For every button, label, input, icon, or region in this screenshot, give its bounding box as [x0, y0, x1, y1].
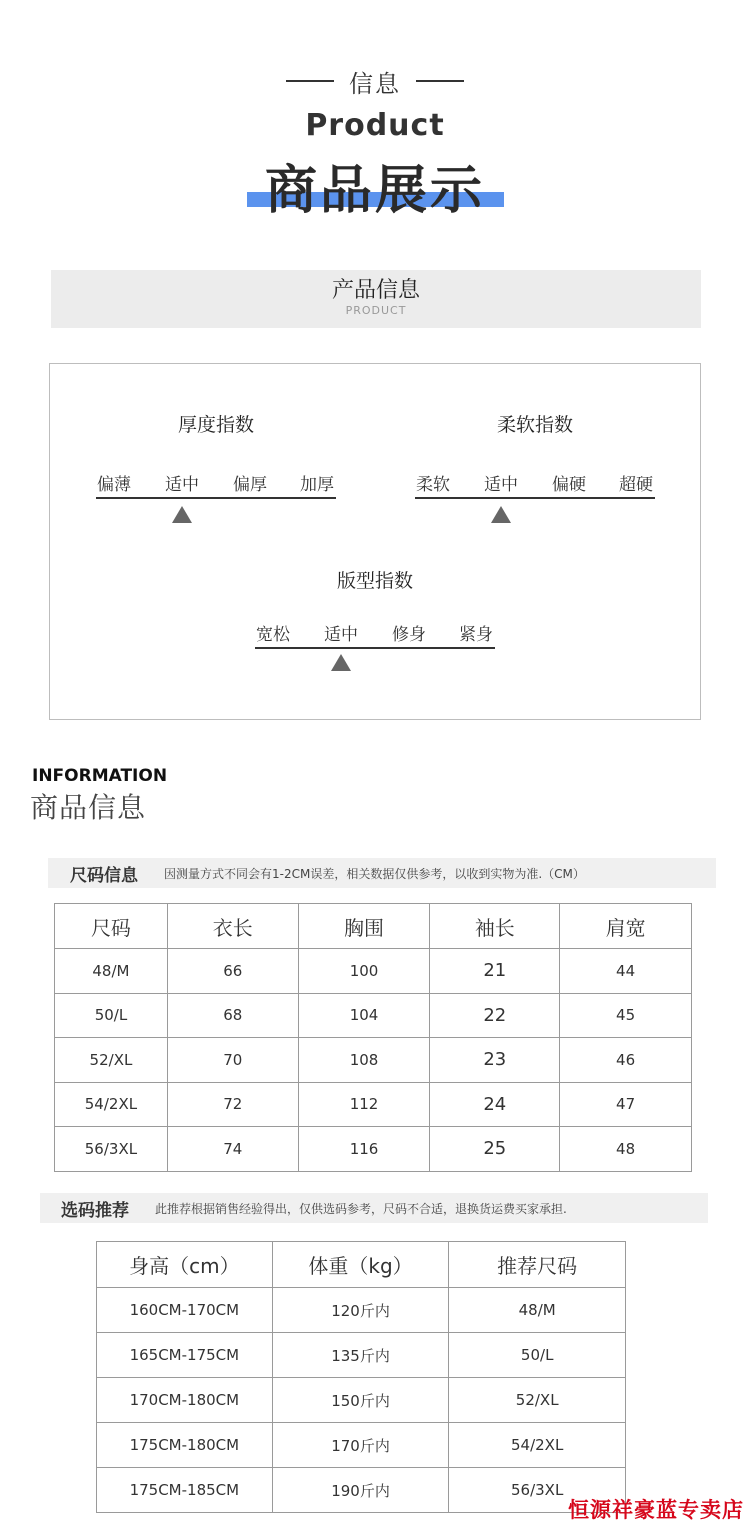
table-row	[97, 1288, 626, 1333]
size-recommend-bar	[40, 1193, 708, 1223]
thickness-index-line	[96, 497, 336, 499]
scale-label: 加厚	[300, 475, 334, 495]
table-cell: 72	[167, 1082, 298, 1127]
information-heading-en: INFORMATION	[32, 766, 168, 786]
size-info-title: 尺码信息	[70, 866, 138, 886]
thickness-index-marker	[172, 506, 192, 523]
information-heading-cn: 商品信息	[30, 791, 147, 824]
table-cell: 175CM-180CM	[97, 1423, 273, 1468]
table-cell: 120斤内	[272, 1288, 449, 1333]
table-cell: 52/XL	[55, 1038, 168, 1083]
table-cell: 68	[167, 993, 298, 1038]
scale-label: 适中	[484, 475, 518, 495]
header-product-en: Product	[305, 108, 445, 143]
table-cell: 48	[560, 1127, 692, 1172]
scale-label: 偏硬	[552, 475, 586, 495]
product-info-title: 产品信息	[331, 278, 420, 303]
thickness-index-labels	[96, 470, 336, 495]
table-row	[55, 1127, 692, 1172]
softness-index-marker	[491, 506, 511, 523]
table-cell: 46	[560, 1038, 692, 1083]
table-cell: 150斤内	[272, 1378, 449, 1423]
table-cell: 24	[430, 1082, 560, 1127]
fit-index-labels	[255, 620, 495, 645]
table-cell: 56/3XL	[55, 1127, 168, 1172]
table-cell: 100	[298, 949, 430, 994]
table-cell: 66	[167, 949, 298, 994]
table-cell: 74	[167, 1127, 298, 1172]
scale-label: 适中	[324, 625, 358, 645]
table-header-cell: 尺码	[55, 904, 168, 949]
scale-label: 偏厚	[233, 475, 267, 495]
scale-label: 紧身	[459, 625, 493, 645]
table-cell: 175CM-185CM	[97, 1468, 273, 1513]
table-row	[55, 1038, 692, 1083]
table-cell: 25	[430, 1127, 560, 1172]
table-header-cell: 袖长	[430, 904, 560, 949]
table-cell: 108	[298, 1038, 430, 1083]
store-name: 恒源祥豪蓝专卖店	[568, 1498, 744, 1522]
recommend-table	[96, 1241, 626, 1513]
table-cell: 45	[560, 993, 692, 1038]
size-info-bar	[48, 858, 716, 888]
table-cell: 112	[298, 1082, 430, 1127]
thickness-index-title: 厚度指数	[177, 414, 254, 436]
table-header-cell: 肩宽	[560, 904, 692, 949]
table-cell: 44	[560, 949, 692, 994]
table-cell: 54/2XL	[55, 1082, 168, 1127]
table-cell: 21	[430, 949, 560, 994]
table-cell: 48/M	[55, 949, 168, 994]
table-header-cell: 胸围	[298, 904, 430, 949]
table-header-cell: 推荐尺码	[449, 1242, 626, 1288]
table-cell: 104	[298, 993, 430, 1038]
size-recommend-note: 此推荐根据销售经验得出，仅供选码参考，尺码不合适，退换货运费买家承担.	[155, 1202, 567, 1216]
softness-index-title: 柔软指数	[496, 414, 573, 436]
scale-label: 超硬	[619, 475, 653, 495]
table-cell: 23	[430, 1038, 560, 1083]
table-row	[97, 1333, 626, 1378]
table-header-row	[55, 904, 692, 949]
table-cell: 48/M	[449, 1288, 626, 1333]
scale-label: 偏薄	[97, 475, 131, 495]
table-header-row	[97, 1242, 626, 1288]
table-cell: 52/XL	[449, 1378, 626, 1423]
table-cell: 170斤内	[272, 1423, 449, 1468]
product-info-band	[51, 270, 701, 328]
table-row	[55, 993, 692, 1038]
fit-index-line	[255, 647, 495, 649]
table-cell: 160CM-170CM	[97, 1288, 273, 1333]
table-cell: 135斤内	[272, 1333, 449, 1378]
table-header-cell: 身高（cm）	[97, 1242, 273, 1288]
table-row	[97, 1423, 626, 1468]
softness-index-labels	[415, 470, 655, 495]
scale-label: 适中	[165, 475, 199, 495]
index-panel	[49, 363, 701, 720]
table-cell: 165CM-175CM	[97, 1333, 273, 1378]
table-cell: 170CM-180CM	[97, 1378, 273, 1423]
table-cell: 56/3XL	[449, 1468, 626, 1513]
table-header-cell: 衣长	[167, 904, 298, 949]
table-row	[97, 1468, 626, 1513]
scale-label: 柔软	[416, 475, 450, 495]
scale-label: 宽松	[256, 625, 290, 645]
table-cell: 116	[298, 1127, 430, 1172]
softness-index-line	[415, 497, 655, 499]
fit-index-marker	[331, 654, 351, 671]
table-row	[55, 949, 692, 994]
size-info-note: 因测量方式不同会有1-2CM误差，相关数据仅供参考，以收到实物为准.（CM）	[164, 867, 585, 881]
fit-index-title: 版型指数	[336, 570, 413, 592]
size-recommend-title: 选码推荐	[61, 1201, 129, 1221]
product-info-subtitle: PRODUCT	[345, 304, 407, 317]
table-cell: 190斤内	[272, 1468, 449, 1513]
table-header-cell: 体重（kg）	[272, 1242, 449, 1288]
header-big-title: 商品展示	[264, 161, 485, 221]
header-small-title: 信息	[349, 70, 401, 98]
table-cell: 22	[430, 993, 560, 1038]
table-cell: 50/L	[55, 993, 168, 1038]
table-row	[55, 1082, 692, 1127]
table-row	[97, 1378, 626, 1423]
size-table	[54, 903, 692, 1172]
scale-label: 修身	[392, 625, 426, 645]
table-cell: 70	[167, 1038, 298, 1083]
table-cell: 50/L	[449, 1333, 626, 1378]
table-cell: 54/2XL	[449, 1423, 626, 1468]
table-cell: 47	[560, 1082, 692, 1127]
